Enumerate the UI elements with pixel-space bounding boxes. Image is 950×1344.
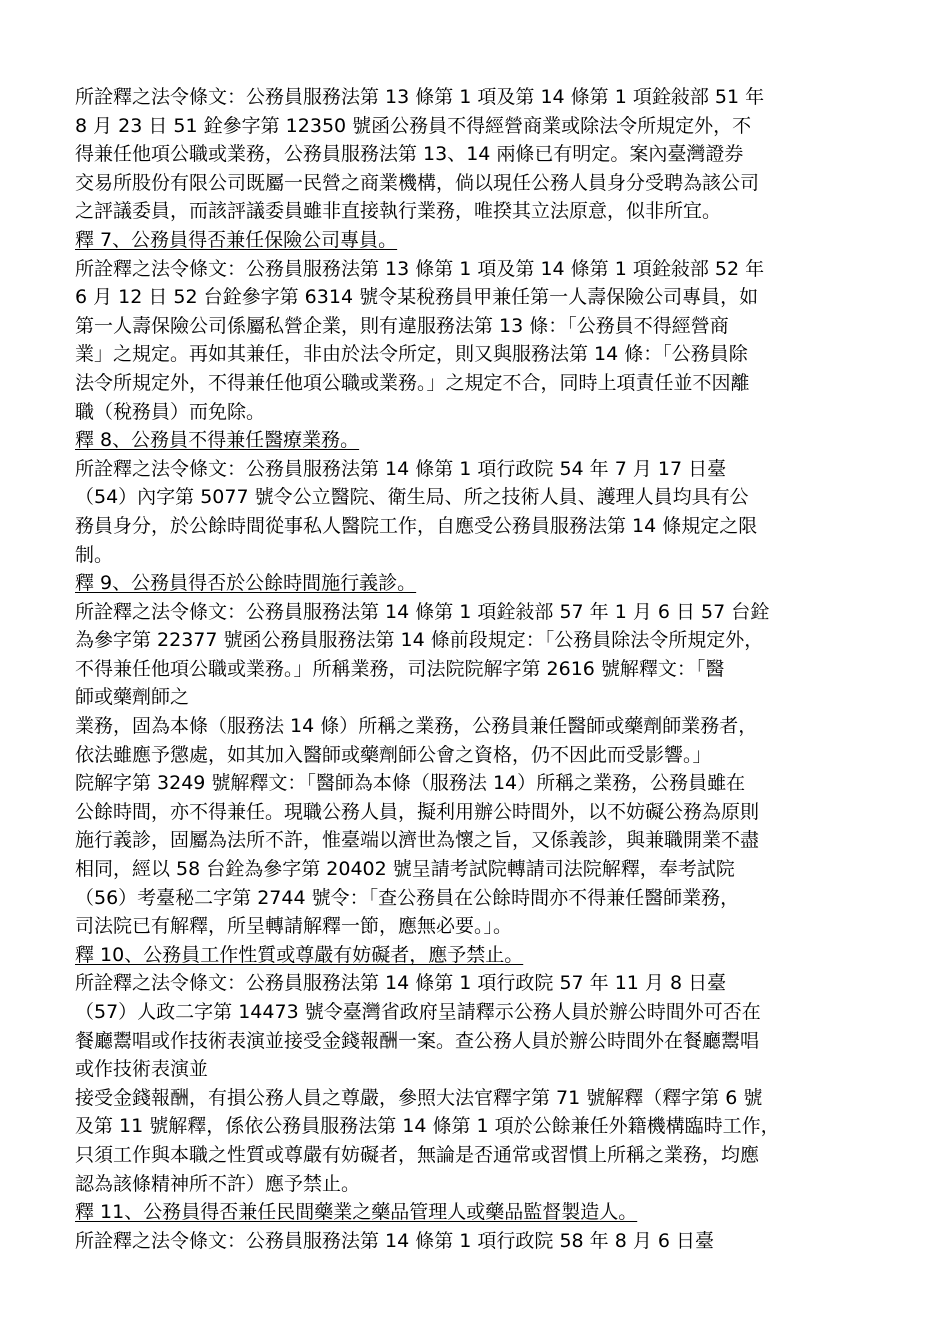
section-heading: 釋 9、公務員得否於公餘時間施行義診。 bbox=[75, 572, 417, 595]
section-heading: 釋 11、公務員得否兼任民間藥業之藥品管理人或藥品監督製造人。 bbox=[75, 1201, 638, 1224]
text-line: 法令所規定外，不得兼任他項公職或業務。」之規定不合，同時上項責任並不因離 bbox=[75, 371, 750, 394]
text-line: 接受金錢報酬，有損公務人員之尊嚴，參照大法官釋字第 71 號解釋（釋字第 6 號 bbox=[75, 1086, 763, 1109]
text-line: 及第 11 號解釋，係依公務員服務法第 14 條第 1 項於公餘兼任外籍機構臨時工作， bbox=[75, 1115, 780, 1138]
text-line: 得兼任他項公職或業務，公務員服務法第 13、14 兩條已有明定。案內臺灣證券 bbox=[75, 143, 744, 166]
text-line: 司法院已有解釋，所呈轉請解釋一節，應無必要。」。 bbox=[75, 915, 513, 938]
text-line: 之評議委員，而該評議委員雖非直接執行業務，唯揆其立法原意，似非所宜。 bbox=[75, 200, 722, 223]
text-line: （54）內字第 5077 號令公立醫院、衛生局、所之技術人員、護理人員均具有公 bbox=[75, 486, 749, 509]
text-line: 為參字第 22377 號函公務員服務法第 14 條前段規定：「公務員除法令所規定外， bbox=[75, 629, 764, 652]
text-line: 相同，經以 58 台銓為參字第 20402 號呈請考試院轉請司法院解釋，奉考試院 bbox=[75, 858, 735, 881]
section-heading: 釋 10、公務員工作性質或尊嚴有妨礙者，應予禁止。 bbox=[75, 943, 524, 966]
text-line: （56）考臺秘二字第 2744 號令：「查公務員在公餘時間亦不得兼任醫師業務， bbox=[75, 886, 740, 909]
text-line: 認為該條精神所不許）應予禁止。 bbox=[75, 1172, 361, 1195]
text-line: 所詮釋之法令條文：公務員服務法第 14 條第 1 項銓敍部 57 年 1 月 6 日 57 台銓 bbox=[75, 600, 770, 623]
text-line: 8 月 23 日 51 銓參字第 12350 號函公務員不得經營商業或除法令所規定外，不 bbox=[75, 114, 752, 137]
text-line: （57）人政二字第 14473 號令臺灣省政府呈請釋示公務人員於辦公時間外可否在 bbox=[75, 1001, 761, 1023]
text-line: 所詮釋之法令條文：公務員服務法第 14 條第 1 項行政院 57 年 11 月 8 日臺 bbox=[75, 972, 727, 995]
text-line: 第一人壽保險公司係屬私營企業，則有違服務法第 13 條：「公務員不得經營商 bbox=[75, 314, 729, 337]
document-page bbox=[75, 83, 895, 1255]
text-line: 只須工作與本職之性質或尊嚴有妨礙者，無論是否通常或習慣上所稱之業務，均應 bbox=[75, 1143, 760, 1166]
text-line: 6 月 12 日 52 台銓參字第 6314 號令某稅務員甲兼任第一人壽保險公司專員，如 bbox=[75, 286, 759, 309]
text-line: 職（稅務員）而免除。 bbox=[75, 400, 266, 423]
text-line: 依法雖應予懲處，如其加入醫師或藥劑師公會之資格，仍不因此而受影響。」 bbox=[75, 743, 712, 766]
text-line: 師或藥劑師之 bbox=[75, 686, 190, 709]
text-line: 不得兼任他項公職或業務。」所稱業務，司法院院解字第 2616 號解釋文：「醫 bbox=[75, 657, 725, 680]
text-line: 所詮釋之法令條文：公務員服務法第 14 條第 1 項行政院 58 年 8 月 6 日臺 bbox=[75, 1229, 715, 1252]
text-line: 所詮釋之法令條文：公務員服務法第 13 條第 1 項及第 14 條第 1 項銓敍部 52 年 bbox=[75, 257, 765, 280]
section-heading: 釋 7、公務員得否兼任保險公司專員。 bbox=[75, 228, 398, 251]
text-line: 交易所股份有限公司既屬一民營之商業機構，倘以現任公務人員身分受聘為該公司 bbox=[75, 171, 760, 194]
text-line: 制。 bbox=[75, 543, 114, 566]
text-line: 餐廳鬻唱或作技術表演並接受金錢報酬一案。查公務人員於辦公時間外在餐廳鬻唱 bbox=[75, 1029, 760, 1052]
text-line: 業務，固為本條（服務法 14 條）所稱之業務，公務員兼任醫師或藥劑師業務者， bbox=[75, 715, 758, 738]
text-line: 所詮釋之法令條文：公務員服務法第 13 條第 1 項及第 14 條第 1 項銓敍部 51 年 bbox=[75, 86, 765, 108]
text-line: 院解字第 3249 號解釋文：「醫師為本條（服務法 14）所稱之業務，公務員雖在 bbox=[75, 772, 746, 795]
section-heading: 釋 8、公務員不得兼任醫療業務。 bbox=[75, 429, 360, 452]
text-line: 業」之規定。再如其兼任，非由於法令所定，則又與服務法第 14 條：「公務員除 bbox=[75, 343, 748, 366]
text-line: 或作技術表演並 bbox=[75, 1058, 209, 1081]
text-line: 所詮釋之法令條文：公務員服務法第 14 條第 1 項行政院 54 年 7 月 17 日臺 bbox=[75, 457, 727, 480]
text-line: 務員身分，於公餘時間從事私人醫院工作，自應受公務員服務法第 14 條規定之限 bbox=[75, 514, 758, 537]
text-line: 公餘時間，亦不得兼任。現職公務人員，擬利用辦公時間外，以不妨礙公務為原則 bbox=[75, 800, 760, 823]
text-line: 施行義診，固屬為法所不許，惟臺端以濟世為懷之旨，又係義診，與兼職開業不盡 bbox=[75, 829, 760, 852]
